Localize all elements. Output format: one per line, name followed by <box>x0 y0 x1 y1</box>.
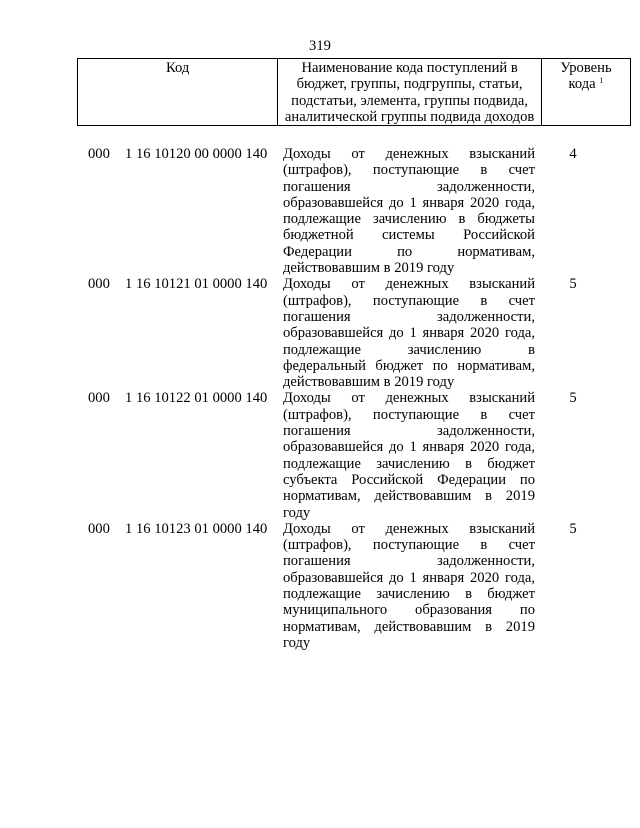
table-row <box>0 146 640 276</box>
revenue-name: Доходы от денежных взысканий (штрафов), поступающие в счет погашения задолженности, образовавшейся до 1 января 2020 года, подлежащие зачислению в бюджет муниципального образования по нормативам, действовавшим в 2019 году <box>283 520 535 651</box>
admin-code: 000 <box>88 520 110 537</box>
revenue-code: 1 16 10123 01 0000 140 <box>125 520 268 537</box>
header-level <box>541 59 630 126</box>
code-level: 5 <box>569 520 577 537</box>
code-level: 5 <box>569 390 577 407</box>
admin-code: 000 <box>88 146 110 162</box>
table-body <box>0 146 640 651</box>
admin-code: 000 <box>88 390 110 407</box>
table-row <box>0 276 640 390</box>
table-row <box>0 390 640 520</box>
footnote-marker: 1 <box>599 76 604 86</box>
revenue-name: Доходы от денежных взысканий (штрафов), поступающие в счет погашения задолженности, образовавшейся до 1 января 2020 года, подлежащие зачислению в бюджет субъекта Российской Федерации по нормативам, действовавшим в 2019 году <box>283 390 535 521</box>
revenue-name: Доходы от денежных взысканий (штрафов), поступающие в счет погашения задолженности, образовавшейся до 1 января 2020 года, подлежащие зачислению в федеральный бюджет по нормативам, действовавшим в 2019 году <box>283 276 535 391</box>
header-level-label: Уровень кода <box>560 60 612 93</box>
header-name: Наименование кода поступлений в бюджет, группы, подгруппы, статьи, подстатьи, элемента, группы подвида, аналитической группы подвида доходов <box>278 59 541 126</box>
code-level: 5 <box>569 276 577 293</box>
header-code: Код <box>78 59 278 126</box>
revenue-code: 1 16 10120 00 0000 140 <box>125 146 268 162</box>
admin-code: 000 <box>88 276 110 293</box>
revenue-code: 1 16 10122 01 0000 140 <box>125 390 268 407</box>
table-row <box>0 521 640 651</box>
table-header <box>77 58 631 126</box>
revenue-code: 1 16 10121 01 0000 140 <box>125 276 268 293</box>
revenue-name: Доходы от денежных взысканий (штрафов), поступающие в счет погашения задолженности, образовавшейся до 1 января 2020 года, подлежащие зачислению в бюджеты бюджетной системы Российской Федерации по нормативам, действовавшим в 2019 году <box>283 146 535 277</box>
page-number: 319 <box>309 38 331 54</box>
code-level: 4 <box>569 146 577 162</box>
